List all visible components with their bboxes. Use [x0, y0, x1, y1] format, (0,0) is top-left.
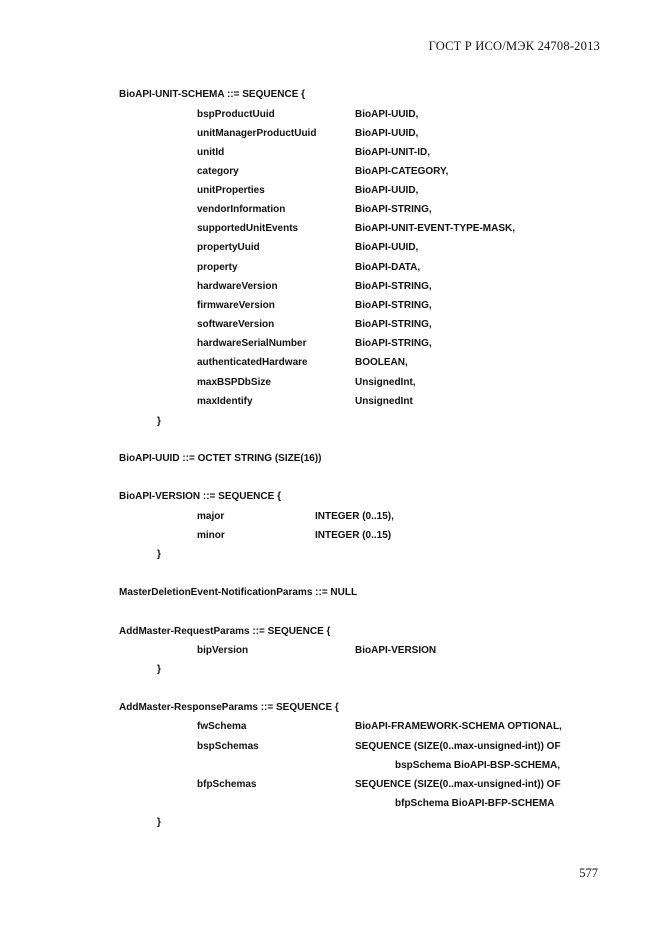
field-name: supportedUnitEvents [197, 223, 299, 234]
field-type: BioAPI-UUID, [355, 185, 419, 196]
field-name: maxIdentify [197, 396, 253, 407]
field-name: bspSchemas [197, 741, 259, 752]
field-type: UnsignedInt, [355, 377, 416, 388]
field-type: BioAPI-DATA, [355, 262, 421, 273]
field-name: category [197, 166, 239, 177]
document-header: ГОСТ Р ИСО/МЭК 24708-2013 [428, 39, 600, 53]
field-name: unitProperties [197, 185, 265, 196]
field-name: firmwareVersion [197, 300, 275, 311]
field-type: BioAPI-UNIT-EVENT-TYPE-MASK, [355, 223, 516, 234]
field-type: BioAPI-VERSION [355, 645, 437, 656]
field-type: SEQUENCE (SIZE(0..max-unsigned-int)) OF [355, 741, 561, 752]
master-deletion-definition: MasterDeletionEvent-NotificationParams ::= NULL [119, 587, 358, 598]
closing-brace: } [157, 817, 161, 828]
field-type: INTEGER (0..15), [315, 511, 394, 522]
field-type: BioAPI-UNIT-ID, [355, 147, 430, 158]
field-name: unitManagerProductUuid [197, 128, 317, 139]
field-type: BioAPI-FRAMEWORK-SCHEMA OPTIONAL, [355, 721, 562, 732]
field-type: BioAPI-CATEGORY, [355, 166, 449, 177]
uuid-definition: BioAPI-UUID ::= OCTET STRING (SIZE(16)) [119, 453, 322, 464]
field-type: BioAPI-UUID, [355, 128, 419, 139]
field-type: INTEGER (0..15) [315, 530, 392, 541]
field-name: property [197, 262, 238, 273]
field-name: bspProductUuid [197, 109, 275, 120]
field-type-continuation: bfpSchema BioAPI-BFP-SCHEMA [395, 798, 555, 809]
field-name: unitId [197, 147, 225, 158]
field-name: hardwareVersion [197, 281, 278, 292]
field-type: BioAPI-STRING, [355, 338, 432, 349]
field-name: bipVersion [197, 645, 249, 656]
field-type: UnsignedInt [355, 396, 413, 407]
field-name: authenticatedHardware [197, 357, 308, 368]
field-type: BOOLEAN, [355, 357, 408, 368]
field-type: BioAPI-STRING, [355, 204, 432, 215]
field-type: BioAPI-UUID, [355, 242, 419, 253]
field-name: hardwareSerialNumber [197, 338, 307, 349]
closing-brace: } [157, 416, 161, 427]
field-name: propertyUuid [197, 242, 260, 253]
field-type: BioAPI-UUID, [355, 109, 419, 120]
field-type: SEQUENCE (SIZE(0..max-unsigned-int)) OF [355, 779, 561, 790]
field-name: major [197, 511, 225, 522]
field-type: BioAPI-STRING, [355, 319, 432, 330]
field-name: vendorInformation [197, 204, 286, 215]
field-type-continuation: bspSchema BioAPI-BSP-SCHEMA, [395, 760, 561, 771]
field-name: fwSchema [197, 721, 247, 732]
closing-brace: } [157, 664, 161, 675]
field-type: BioAPI-STRING, [355, 281, 432, 292]
closing-brace: } [157, 549, 161, 560]
field-type: BioAPI-STRING, [355, 300, 432, 311]
add-master-response-title: AddMaster-ResponseParams ::= SEQUENCE { [119, 702, 339, 713]
field-name: maxBSPDbSize [197, 377, 271, 388]
add-master-request-title: AddMaster-RequestParams ::= SEQUENCE { [119, 626, 331, 637]
field-name: bfpSchemas [197, 779, 257, 790]
version-schema-title: BioAPI-VERSION ::= SEQUENCE { [119, 491, 281, 502]
page-number: 577 [579, 866, 598, 880]
field-name: minor [197, 530, 225, 541]
unit-schema-title: BioAPI-UNIT-SCHEMA ::= SEQUENCE { [119, 89, 306, 100]
field-name: softwareVersion [197, 319, 275, 330]
